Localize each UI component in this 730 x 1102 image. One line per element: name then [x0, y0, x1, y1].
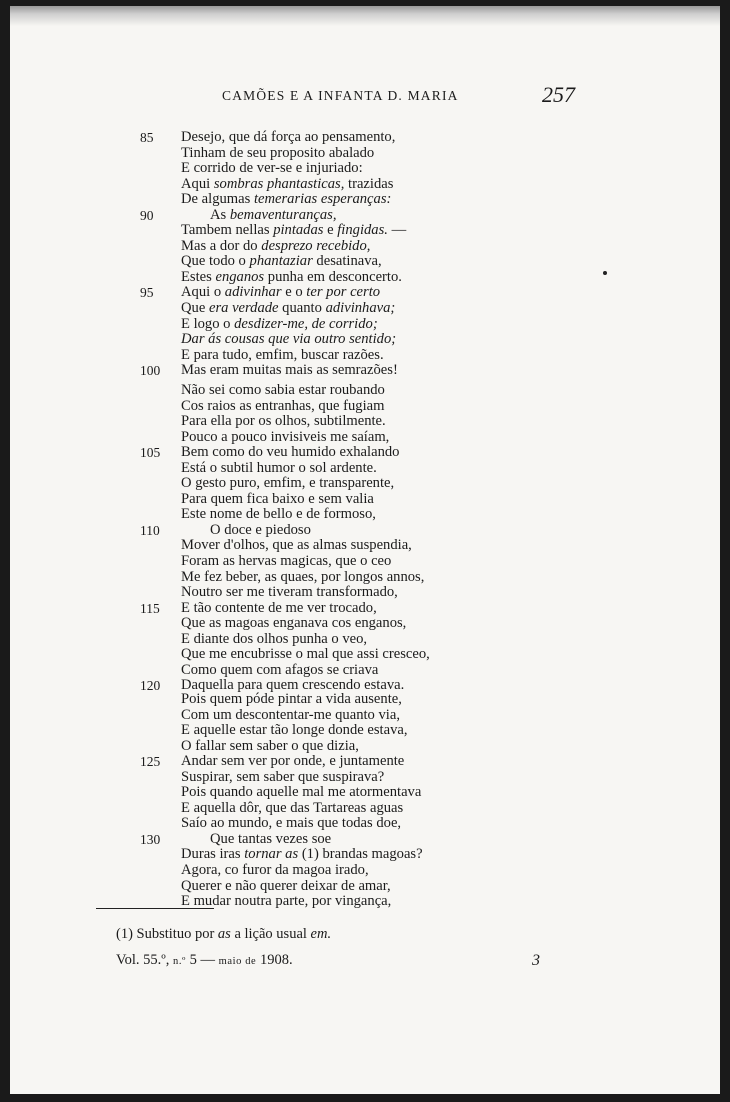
- verse-line: [10, 647, 710, 663]
- verse-line: [10, 523, 710, 539]
- line-number: 130: [140, 831, 161, 847]
- verse-line: [10, 177, 710, 193]
- verse-line: [10, 570, 710, 586]
- verse-text: E aquelle estar tão longe donde estava,: [181, 722, 408, 739]
- verse-text: Cos raios as entranhas, que fugiam: [181, 397, 385, 414]
- verse-text: Está o subtil humor o sol ardente.: [181, 459, 377, 476]
- verse-text: O gesto puro, emfim, e transparente,: [181, 475, 395, 492]
- verse-text: Que me encubrisse o mal que assi cresceo,: [181, 646, 430, 663]
- verse-text: Que as magoas enganava cos enganos,: [181, 615, 407, 632]
- verse-line: [10, 507, 710, 523]
- verse-line: [10, 663, 710, 679]
- line-number: 105: [140, 445, 161, 461]
- verse-text: E tão contente de me ver trocado,: [181, 599, 377, 616]
- footnote-rule: [96, 908, 214, 909]
- verse-text: Para quem fica baixo e sem valia: [181, 490, 374, 507]
- verse-text: E logo o desdizer-me, de corrido;: [181, 315, 378, 332]
- line-number: 120: [140, 678, 161, 694]
- verse-text: Andar sem ver por onde, e juntamente: [181, 753, 405, 770]
- stanza-3: [10, 692, 710, 910]
- verse-text: Dar ás cousas que via outro sentido;: [181, 331, 397, 348]
- running-title: CAMÕES E A INFANTA D. MARIA: [222, 88, 459, 103]
- verse-text: Pois quem póde pintar a vida ausente,: [181, 691, 402, 707]
- line-number: 95: [140, 285, 154, 301]
- verse-text: Pouco a pouco invisiveis me saíam,: [181, 428, 390, 445]
- verse-text: Saío ao mundo, e mais que todas doe,: [181, 815, 402, 832]
- verse-text: Mas a dor do desprezo recebido,: [181, 237, 371, 254]
- verse-text: Pois quando aquelle mal me atormentava: [181, 784, 422, 801]
- verse-text: Duras iras tornar as (1) brandas magoas?: [181, 846, 423, 863]
- verse-line: [10, 863, 710, 879]
- verse-text: Me fez beber, as quaes, por longos annos,: [181, 568, 425, 585]
- verse-line: [10, 348, 710, 364]
- verse-line: [10, 414, 710, 430]
- verse-line: [10, 816, 710, 832]
- verse-text: Como quem com afagos se criava: [181, 661, 379, 678]
- verse-line: [10, 632, 710, 648]
- verse-text: Suspirar, sem saber que suspirava?: [181, 768, 385, 785]
- line-number: 125: [140, 754, 161, 770]
- ink-speck: [603, 271, 607, 275]
- verse-text: E diante dos olhos punha o veo,: [181, 630, 368, 647]
- verse-line: [10, 192, 710, 208]
- footnote: (1) Substituo por as a lição usual em.: [116, 926, 332, 942]
- signature-mark: 3: [532, 952, 540, 969]
- verse-line: [10, 208, 710, 224]
- verse-line: [10, 430, 710, 446]
- book-page: [10, 6, 720, 1094]
- verse-line: [10, 708, 710, 724]
- verse-line: [10, 492, 710, 508]
- verse-text: Estes enganos punha em desconcerto.: [181, 268, 402, 285]
- verse-line: [10, 601, 710, 617]
- verse-text: Que era verdade quanto adivinhava;: [181, 300, 396, 317]
- verse-text: E aquella dôr, que das Tartareas aguas: [181, 799, 404, 816]
- verse-text: Aqui o adivinhar e o ter por certo: [181, 284, 381, 301]
- verse-text: E mudar noutra parte, por vingança,: [181, 893, 392, 910]
- verse-line: [10, 754, 710, 770]
- verse-line: [10, 538, 710, 554]
- verse-line: [10, 161, 710, 177]
- verse-text: Que todo o phantaziar desatinava,: [181, 253, 382, 270]
- verse-line: [10, 832, 710, 848]
- verse-line: [10, 332, 710, 348]
- verse-line: [10, 239, 710, 255]
- verse-line: [10, 879, 710, 895]
- line-number: 115: [140, 600, 160, 616]
- verse-text: Desejo, que dá força ao pensamento,: [181, 129, 396, 145]
- verse-line: [10, 554, 710, 570]
- verse-line: [10, 476, 710, 492]
- verse-line: [10, 399, 710, 415]
- verse-text: Para ella por os olhos, subtilmente.: [181, 413, 386, 430]
- line-number: 100: [140, 363, 161, 379]
- verse-text: Não sei como sabia estar roubando: [181, 382, 385, 398]
- verse-line: [10, 739, 710, 755]
- verse-line: [10, 770, 710, 786]
- verse-text: Agora, co furor da magoa irado,: [181, 862, 369, 879]
- verse-text: O doce e piedoso: [210, 521, 311, 538]
- verse-text: Mover d'olhos, que as almas suspendia,: [181, 537, 412, 554]
- verse-line: [10, 317, 710, 333]
- verse-line: [10, 383, 710, 399]
- verse-line: [10, 146, 710, 162]
- line-number: 85: [140, 130, 154, 145]
- stanza-1: [10, 130, 710, 379]
- page-number: 257: [542, 82, 575, 107]
- verse-text: Mas eram muitas mais as semrazões!: [181, 362, 398, 379]
- verse-text: Bem como do veu humido exhalando: [181, 444, 400, 461]
- verse-text: Aqui sombras phantasticas, trazidas: [181, 175, 394, 192]
- verse-line: [10, 223, 710, 239]
- verse-text: As bemaventuranças,: [210, 206, 337, 223]
- verse-line: [10, 692, 710, 708]
- verse-text: De algumas temerarias esperanças:: [181, 191, 392, 208]
- verse-line: [10, 363, 710, 379]
- verse-line: [10, 723, 710, 739]
- verse-line: [10, 616, 710, 632]
- verse-text: O fallar sem saber o que dizia,: [181, 737, 359, 754]
- line-number: 90: [140, 207, 154, 223]
- verse-text: Que tantas vezes soe: [210, 830, 332, 847]
- verse-text: Tinham de seu proposito abalado: [181, 144, 375, 161]
- verse-text: E para tudo, emfim, buscar razões.: [181, 346, 384, 363]
- verse-text: Daquella para quem crescendo estava.: [181, 677, 405, 694]
- verse-line: [10, 285, 710, 301]
- verse-text: Com um descontentar-me quanto via,: [181, 706, 400, 723]
- stanza-2: [10, 383, 710, 694]
- verse-line: [10, 847, 710, 863]
- verse-text: Foram as hervas magicas, que o ceo: [181, 553, 392, 570]
- verse-line: [10, 461, 710, 477]
- verse-text: E corrido de ver-se e injuriado:: [181, 160, 363, 177]
- verse-line: [10, 130, 710, 146]
- verse-line: [10, 801, 710, 817]
- verse-line: [10, 585, 710, 601]
- verse-line: [10, 445, 710, 461]
- verse-line: [10, 254, 710, 270]
- line-number: 110: [140, 522, 160, 538]
- verse-text: Tambem nellas pintadas e fingidas. —: [181, 222, 407, 239]
- verse-text: Noutro ser me tiveram transformado,: [181, 584, 398, 601]
- verse-text: Querer e não querer deixar de amar,: [181, 877, 391, 894]
- verse-line: [10, 301, 710, 317]
- issue-footer: Vol. 55.º, n.º 5 — maio de 1908.: [116, 952, 293, 968]
- verse-text: Este nome de bello e de formoso,: [181, 506, 376, 523]
- verse-line: [10, 785, 710, 801]
